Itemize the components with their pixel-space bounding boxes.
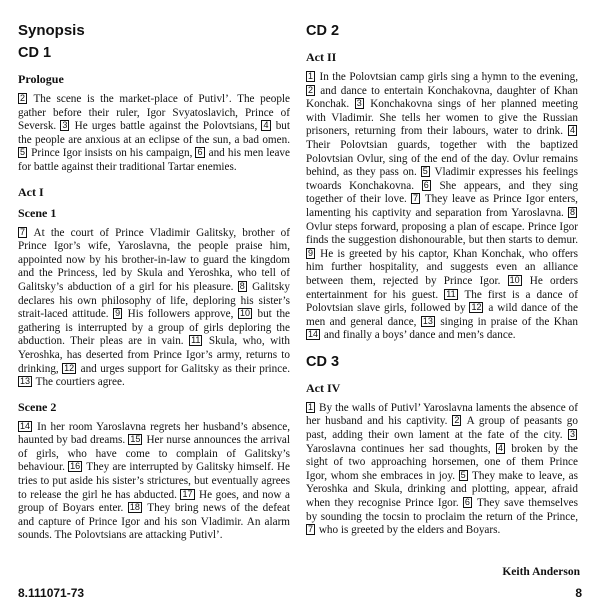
- catalogue-number: 8.111071-73: [18, 586, 85, 600]
- track-number-box: 3: [569, 429, 575, 440]
- track-number-box: 3: [62, 120, 68, 131]
- left-column: [18, 22, 290, 553]
- page-number: 8: [575, 586, 582, 600]
- track-number-box: 7: [308, 524, 314, 535]
- track-number-box: 11: [446, 288, 456, 299]
- track-number-box: 7: [412, 193, 418, 204]
- track-number-box: 1: [308, 401, 314, 412]
- act4-text: 1 By the walls of Putivl’ Yaroslavna laments the absence of her husband and his captivity. 2 A group of peasants go past, adding their own lament at the fate of the city. 3 Yaroslavna continues her sad thoughts, 4 broken by the sight of two approaching horsemen, one of them Prince Igor, whom she embraces in joy. 5 They make to leave, as Yeroshka and Skula, drinking and plotting, appear, afraid when they recognise Prince Igor. 6 They save themselves by sounding the tocsin to proclaim the return of the Prince, 7 who is greeted by the elders and Boyars.: [306, 401, 579, 537]
- act1-heading: Act I: [18, 184, 44, 199]
- scene2-heading: Scene 2: [18, 399, 57, 414]
- track-number-box: 13: [20, 376, 31, 387]
- cd3-heading: CD 3: [306, 353, 340, 370]
- track-number-box: 12: [64, 362, 75, 373]
- track-number-box: 14: [20, 420, 31, 431]
- track-number-box: 16: [70, 461, 81, 472]
- track-number-box: 2: [454, 415, 460, 426]
- track-number-box: 6: [423, 179, 429, 190]
- track-number-box: 17: [182, 488, 193, 499]
- act4-heading: Act IV: [306, 380, 341, 395]
- track-number-box: 6: [464, 497, 470, 508]
- track-number-box: 8: [569, 206, 575, 217]
- track-number-box: 9: [308, 247, 314, 258]
- track-number-box: 10: [239, 308, 250, 319]
- track-number-box: 7: [20, 226, 26, 237]
- scene2-text: 14 In her room Yaroslavna regrets her husband’s absence, haunted by bad dreams. 15 Her nurse announces the arrival of girls, who have come to complain of Galitsky’s behaviour. 16 They are interrupted by Galitsky himself. He tries to put aside his sister’s strictures, but eventually agrees to release the girl he has abducted. 17 He goes, and now a group of Boyars enter. 18 They bring news of the defeat and capture of Prince Igor and his son Vladimir. An alarm sounds. The Polovtsians are attacking Putivl’.: [18, 420, 291, 542]
- cd1-heading: CD 1: [18, 45, 52, 61]
- track-number-box: 12: [471, 302, 482, 313]
- track-number-box: 10: [509, 274, 520, 285]
- track-number-box: 5: [20, 147, 26, 158]
- track-number-box: 6: [197, 147, 203, 158]
- track-number-box: 15: [130, 434, 141, 445]
- prologue-heading: Prologue: [18, 72, 64, 86]
- track-number-box: 14: [308, 329, 319, 340]
- act2-text: 1 In the Polovtsian camp girls sing a hymn to the evening, 2 and dance to entertain Konchakovna, daughter of Khan Konchak. 3 Konchakovna sings of her planned meeting with Vladimir. She tells her women to give the Russian prisoners, returning from their labours, water to drink. 4 Their Polovtsian guards, together with the baptized Polovtsian Ovlur, sing of the end of the day. Ovlur remains behind, as they pass on. 5 Vladimir expresses his feelings twoards Konchakovna. 6 She appears, and they sing together of their love. 7 They leave as Prince Igor enters, lamenting his captivity and separation from Yaroslavna. 8 Ovlur steps forward, proposing a plan of escape. Prince Igor finds the suggestion dishonourable, but then starts to demur. 9 He is greeted by his captor, Khan Konchak, who offers him further hospitality, and suggests even an alliance between them, rejected by Prince Igor. 10 He orders entertainment for his guest. 11 The first is a dance of Polovtsian slave girls, followed by 12 a wild dance of the men and general dance, 13 singing in praise of the Khan 14 and finally a boys’ dance and men’s dance.: [306, 71, 579, 342]
- track-number-box: 8: [239, 280, 245, 291]
- cd2-heading: CD 2: [306, 23, 340, 39]
- track-number-box: 3: [356, 98, 362, 109]
- track-number-box: 2: [20, 93, 26, 103]
- track-number-box: 4: [569, 125, 575, 136]
- scene1-heading: Scene 1: [18, 205, 57, 220]
- track-number-box: 4: [263, 120, 269, 131]
- track-number-box: 5: [422, 166, 428, 177]
- synopsis-title: Synopsis: [18, 22, 85, 39]
- prologue-text: 2 The scene is the market-place of Putivl’. The people gather before their ruler, Igor Svyatoslavich, Prince of Seversk. 3 He urges battle against the Polovtsians, 4 but the people are anxious at an eclipse of the sun, a bad omen. 5 Prince Igor insists on his campaign, 6 and his men leave for battle against their traditional Tartar enemies.: [18, 93, 290, 173]
- track-number-box: 13: [422, 315, 433, 326]
- right-column: [306, 22, 578, 548]
- act2-heading: Act II: [306, 50, 337, 64]
- scene1-text: 7 At the court of Prince Vladimir Galitsky, brother of Prince Igor’s wife, Yaroslavna, the people praise him, appointed now by his brother-in-law to guard the kingdom and the Princess, led by Skula and Yeroshka, who tell of Galitsky’s abduction of a girl for his pleasure. 8 Galitsky declares his own philosophy of life, deploring his sister’s strait-laced attitude. 9 His followers approve, 10 but the gathering is interrupted by a group of girls deploring the abduction. Their pleas are in vain. 11 Skula, who, with Yeroshka, has deserted from Prince Igor’s army, returns to drinking, 12 and urges support for Galitsky as their prince. 13 The courtiers agree.: [18, 226, 290, 389]
- track-number-box: 5: [460, 469, 466, 480]
- track-number-box: 2: [308, 84, 314, 95]
- track-number-box: 4: [498, 442, 504, 453]
- track-number-box: 1: [308, 71, 314, 81]
- track-number-box: 11: [191, 335, 201, 346]
- track-number-box: 9: [115, 308, 121, 319]
- author-credit: Keith Anderson: [502, 566, 580, 578]
- track-number-box: 18: [129, 502, 140, 513]
